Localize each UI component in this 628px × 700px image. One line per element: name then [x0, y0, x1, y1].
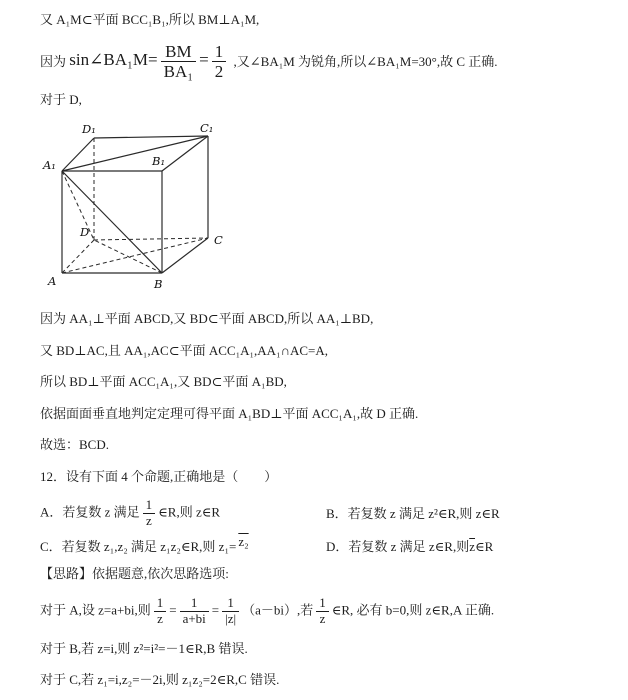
cube-figure-container	[42, 121, 602, 299]
fraction	[316, 596, 329, 627]
text-line-5	[40, 372, 602, 392]
option-text: C．若复数 z₁,z₂ 满足 z₁z₂∈R,则 z₁=	[40, 538, 237, 554]
formula-text: sin∠BA₁M=	[69, 50, 158, 70]
fraction-denominator: z	[154, 611, 167, 627]
vertex-label-A1: A₁	[43, 158, 56, 173]
vertex-label-B1: B₁	[152, 154, 166, 169]
line-text: 对于 D,	[40, 91, 82, 107]
option-text: ∈R,则 z∈R	[158, 504, 221, 520]
equals-sign: =	[199, 50, 209, 70]
fraction-denominator: z	[316, 611, 329, 627]
line-text: 依据面面垂直地判定定理可得平面 A₁BD⊥平面 ACC₁A₁,故 D 正确.	[40, 405, 419, 421]
vertex-label-A: A	[48, 274, 57, 289]
text-line-2	[40, 90, 602, 110]
cube-edge-D1A1	[62, 138, 94, 171]
cube-hidden-diagonal-BD	[94, 240, 162, 273]
cube-hidden-diagonal-AC	[62, 238, 208, 273]
equals-sign: =	[169, 602, 177, 618]
line-text: 故选：BCD.	[40, 437, 109, 453]
line-text: ∈R, 必有 b=0,则 z∈R,A 正确.	[331, 602, 495, 618]
option-D	[326, 537, 602, 557]
line-text: 又 BD⊥AC,且 AA₁,AC⊂平面 ACC₁A₁,AA₁∩AC=A,	[40, 342, 329, 358]
line-text: 又 A₁M⊂平面 BCC₁B₁,所以 BM⊥A₁M,	[40, 12, 260, 27]
line-suffix: ,又∠BA₁M 为锐角,所以∠BA₁M=30°,故 C 正确.	[233, 53, 498, 69]
line-text: 12．设有下面 4 个命题,正确地是（ ）	[40, 468, 278, 484]
conjugate-z: $\overline{z}$	[469, 538, 476, 554]
cube-hidden-edge-DC	[94, 238, 208, 240]
analysis-A	[40, 596, 602, 627]
line-text: 所以 BD⊥平面 ACC₁A₁,又 BD⊂平面 A₁BD,	[40, 374, 287, 390]
option-C	[40, 533, 326, 557]
vertex-label-D: D	[80, 225, 90, 240]
cube-diagonal-A1C1	[62, 136, 208, 171]
thinking-header	[40, 564, 602, 584]
option-A	[40, 498, 326, 529]
question-12-stem	[40, 467, 602, 487]
text-line-4	[40, 341, 602, 361]
cube-edge-C1D1	[94, 136, 208, 138]
option-text: B．若复数 z 满足 z²∈R,则 z∈R	[326, 505, 500, 521]
fraction	[212, 42, 227, 82]
equals-sign: =	[211, 602, 220, 618]
line-text: 因为 AA₁⊥平面 ABCD,又 BD⊂平面 ABCD,所以 AA₁⊥BD,	[40, 311, 374, 327]
sine-formula	[69, 41, 233, 82]
fraction-numerator: 1	[156, 594, 164, 610]
fraction-numerator: 1	[227, 594, 234, 610]
text-line-3	[40, 309, 602, 329]
line-text: （a－bi）,若	[242, 602, 314, 618]
fraction-numerator: 1	[319, 594, 326, 610]
fraction-denominator: BA₁	[161, 61, 197, 82]
fraction	[222, 596, 239, 627]
options-row-1	[40, 498, 602, 529]
formula-line	[40, 42, 602, 82]
line-text: 对于 A,设 z=a+bi,则	[40, 602, 151, 618]
options-row-2	[40, 533, 602, 557]
option-text: D．若复数 z 满足 z∈R,则	[326, 538, 470, 554]
fraction-numerator: 1	[190, 594, 198, 610]
cube-figure	[42, 121, 234, 295]
fraction-denominator: a+bi	[180, 611, 209, 627]
fraction-denominator: z	[143, 513, 156, 529]
line-text: 对于 C,若 z₁=i,z₂=－2i,则 z₁z₂=2∈R,C 错误.	[40, 672, 280, 688]
cube-hidden-edge-AD	[62, 240, 94, 273]
vertex-label-C1: C₁	[200, 121, 214, 136]
fraction-denominator: |z|	[222, 611, 239, 627]
line-prefix: 因为	[40, 53, 67, 69]
analysis-B	[40, 639, 602, 659]
fraction	[180, 596, 209, 627]
analysis-C	[40, 670, 602, 690]
fraction-denominator: 2	[212, 61, 227, 82]
option-text: A．若复数 z 满足	[40, 504, 140, 520]
option-text: ∈R	[475, 538, 494, 554]
fraction-numerator: 1	[214, 41, 224, 61]
text-line-6	[40, 404, 602, 424]
fraction-numerator: 1	[145, 497, 153, 513]
vertex-label-C: C	[214, 233, 223, 248]
text-line-1	[40, 10, 602, 30]
fraction	[143, 498, 156, 529]
option-B	[326, 504, 602, 524]
conjugate-z2: z₂	[238, 533, 249, 549]
line-text: 对于 B,若 z=i,则 z²=i²=－1∈R,B 错误.	[40, 640, 248, 656]
fraction	[161, 42, 197, 82]
fraction	[154, 596, 167, 627]
answer-line	[40, 435, 602, 455]
fraction-numerator: BM	[165, 41, 192, 61]
vertex-label-D1: D₁	[82, 122, 96, 137]
line-text: 【思路】依据题意,依次思路选项:	[40, 566, 229, 582]
vertex-label-B: B	[154, 277, 163, 292]
